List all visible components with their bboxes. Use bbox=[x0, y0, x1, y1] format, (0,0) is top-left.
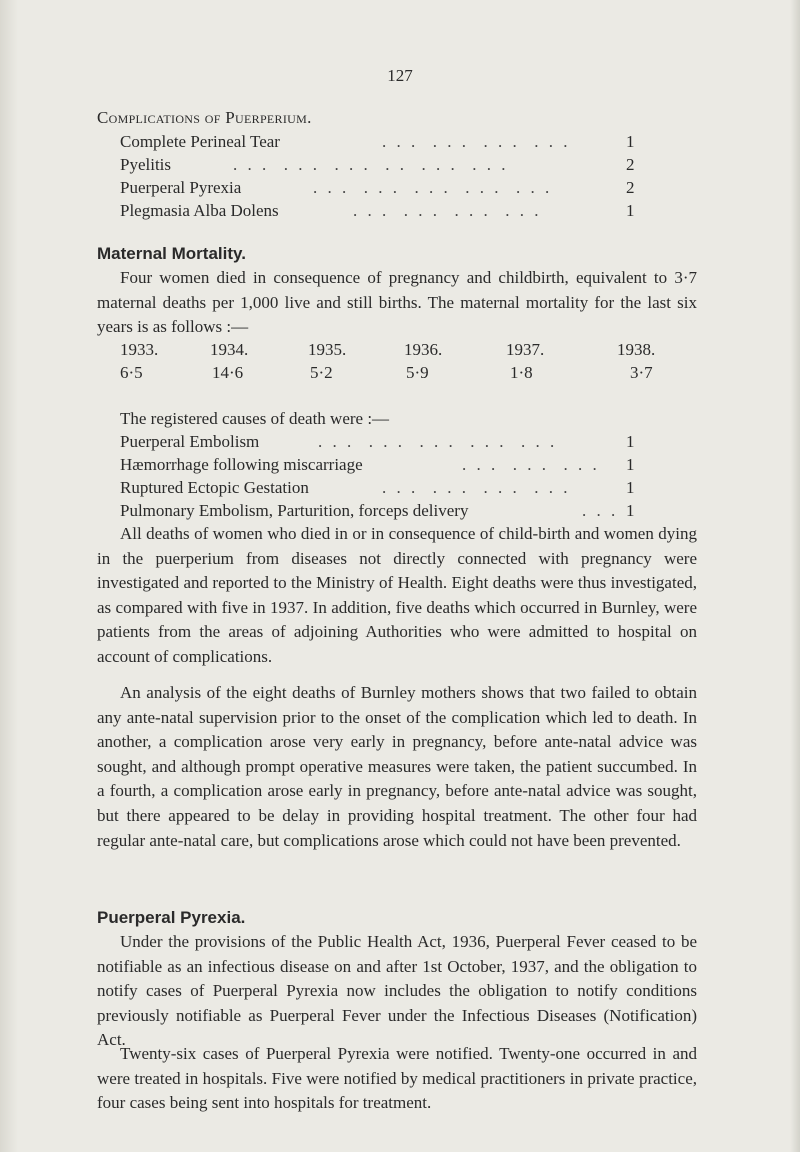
list-item bbox=[120, 132, 640, 154]
leader-dots: . . . . . . . . . . . . bbox=[382, 478, 571, 497]
page-number: 127 bbox=[387, 66, 413, 85]
item-count: 1 bbox=[626, 132, 635, 151]
section-heading-puerperal-pyrexia: Puerperal Pyrexia. bbox=[97, 908, 246, 927]
cause-count: 1 bbox=[626, 501, 635, 520]
list-item bbox=[120, 455, 640, 477]
rate-cell: 14·6 bbox=[212, 363, 244, 382]
item-label: Pyelitis bbox=[120, 155, 172, 174]
page-edge-shadow bbox=[790, 0, 800, 1152]
list-item bbox=[120, 201, 640, 223]
paragraph-text: Four women died in consequence of pregnancy and childbirth, equivalent to 3·7 maternal deaths per 1,000 live and still births. The maternal mortality for the last six years is as follows :— bbox=[97, 268, 697, 337]
cause-count: 1 bbox=[626, 455, 635, 474]
year-cell: 1934. bbox=[210, 340, 249, 359]
section-heading-maternal-mortality: Maternal Mortality. bbox=[97, 244, 246, 263]
item-count: 2 bbox=[626, 178, 635, 197]
page-edge-shadow bbox=[0, 0, 18, 1152]
list-item bbox=[120, 478, 640, 500]
item-label: Puerperal Pyrexia bbox=[120, 178, 242, 197]
cause-label: Hæmorrhage following miscarriage bbox=[120, 455, 363, 474]
item-count: 2 bbox=[626, 155, 635, 174]
mortality-years-row bbox=[120, 340, 680, 362]
item-label: Plegmasia Alba Dolens bbox=[120, 201, 279, 220]
paragraph-text: All deaths of women who died in or in consequence of child-birth and women dying in the puerperium from diseases not directly connected with pregnancy were investigated and reported to the Ministry of Health. Eight deaths were thus investigated, as compared with five in 1937. In addition, five deaths which occurred in Burnley, were patients from the areas of adjoining Authorities who were admitted to hospital on account of complications. bbox=[97, 524, 697, 666]
rate-cell: 5·2 bbox=[310, 363, 333, 382]
year-cell: 1937. bbox=[506, 340, 545, 359]
paragraph bbox=[97, 681, 697, 853]
list-item bbox=[120, 501, 640, 523]
paragraph-text: An analysis of the eight deaths of Burnley mothers shows that two failed to obtain any ante-natal supervision prior to the onset of the complication which led to death. In another, a complication arose very early in pregnancy, before ante-natal advice was sought, and although prompt operative measures were taken, the patient succumbed. In a fourth, a complication arose early in pregnancy, before ante-natal advice was sought, but there appeared to be delay in providing hospital treatment. The other four had regular ante-natal care, but complications arose which could not have been prevented. bbox=[97, 683, 697, 850]
year-cell: 1938. bbox=[617, 340, 656, 359]
cause-count: 1 bbox=[626, 478, 635, 497]
cause-count: 1 bbox=[626, 432, 635, 451]
item-label: Complete Perineal Tear bbox=[120, 132, 280, 151]
paragraph bbox=[97, 522, 697, 670]
leader-dots: . . . . . . . . . . . . . . . bbox=[313, 178, 553, 197]
leader-dots: . . . . . . . . . . . . bbox=[353, 201, 542, 220]
leader-dots: . . . bbox=[582, 501, 619, 520]
cause-label: Puerperal Embolism bbox=[120, 432, 260, 451]
mortality-rates-row bbox=[120, 363, 680, 385]
list-item bbox=[120, 155, 640, 177]
item-count: 1 bbox=[626, 201, 635, 220]
leader-dots: . . . . . . . . . bbox=[462, 455, 600, 474]
causes-intro-text: The registered causes of death were :— bbox=[120, 409, 390, 428]
paragraph bbox=[97, 1042, 697, 1116]
rate-cell: 6·5 bbox=[120, 363, 143, 382]
section-heading-complications: Complications of Puerperium. bbox=[97, 108, 312, 127]
rate-cell: 1·8 bbox=[510, 363, 533, 382]
year-cell: 1936. bbox=[404, 340, 443, 359]
cause-label: Pulmonary Embolism, Parturition, forceps delivery bbox=[120, 501, 469, 520]
rate-cell: 5·9 bbox=[406, 363, 429, 382]
paragraph-text: Under the provisions of the Public Health Act, 1936, Puerperal Fever ceased to be notifiable as an infectious disease on and after 1st October, 1937, and the obligation to notify cases of Puerperal Pyrexia now includes the obligation to notify conditions previously notifiable as Puerperal Fever under the Infectious Diseases (Notification) Act. bbox=[97, 932, 697, 1050]
list-item bbox=[120, 432, 640, 454]
year-cell: 1933. bbox=[120, 340, 159, 359]
paragraph-text: Twenty-six cases of Puerperal Pyrexia were notified. Twenty-one occurred in and were treated in hospitals. Five were notified by medical practitioners in private practice, four cases being sent into hospitals for treatment. bbox=[97, 1044, 697, 1113]
leader-dots: . . . . . . . . . . . . . . . . . bbox=[233, 155, 509, 174]
leader-dots: . . . . . . . . . . . . . . . bbox=[318, 432, 558, 451]
leader-dots: . . . . . . . . . . . . bbox=[382, 132, 571, 151]
paragraph bbox=[97, 266, 697, 340]
cause-label: Ruptured Ectopic Gestation bbox=[120, 478, 309, 497]
rate-cell: 3·7 bbox=[630, 363, 653, 382]
list-item bbox=[120, 178, 640, 200]
year-cell: 1935. bbox=[308, 340, 347, 359]
paragraph bbox=[97, 930, 697, 1053]
